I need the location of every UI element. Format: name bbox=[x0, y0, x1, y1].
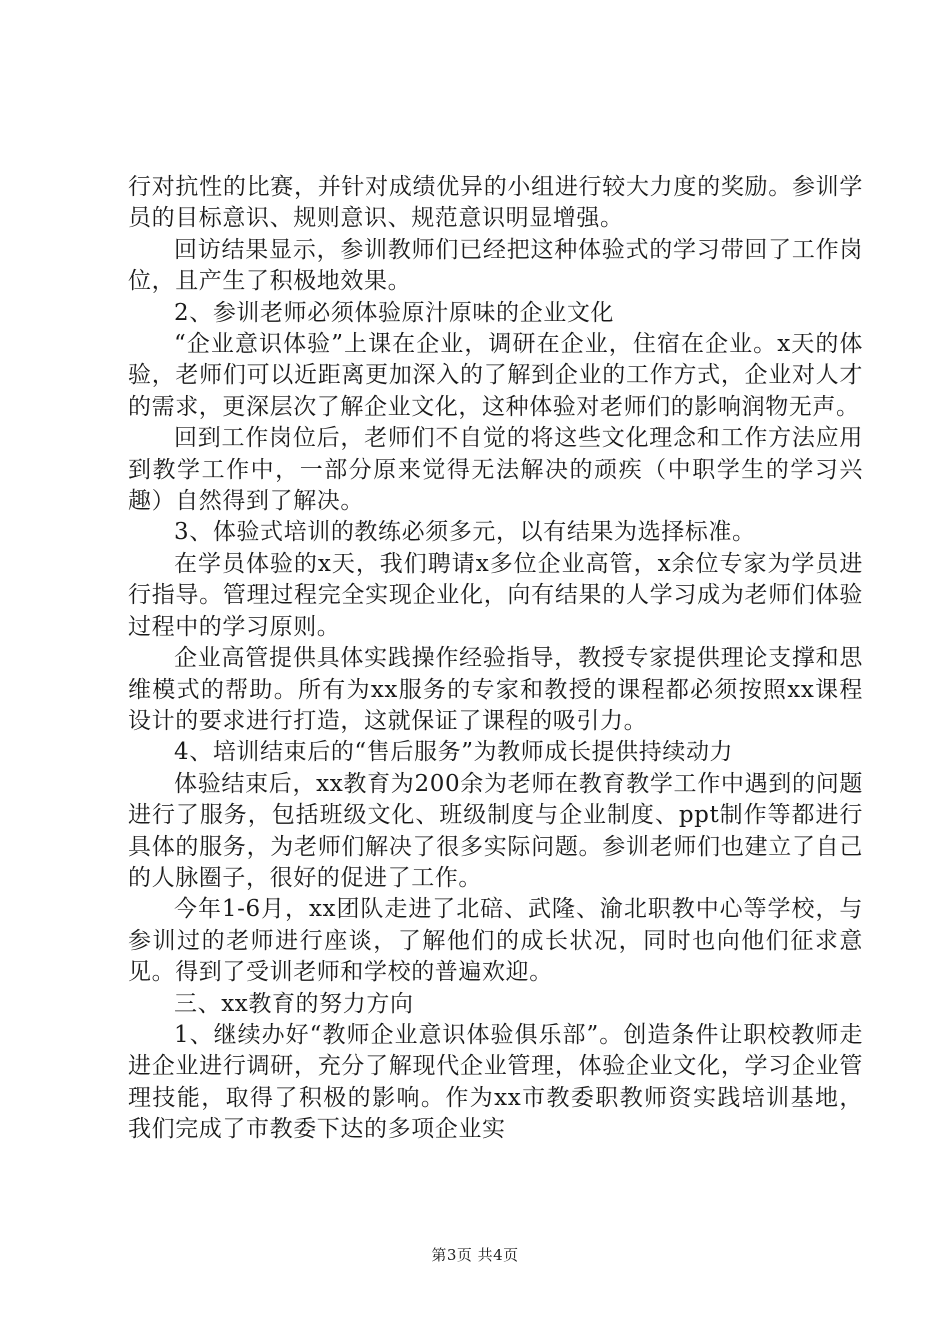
document-body bbox=[128, 172, 863, 1146]
paragraph-continuation: 行对抗性的比赛，并针对成绩优异的小组进行较大力度的奖励。参训学员的目标意识、规则意识、规范意识明显增强。 bbox=[128, 174, 863, 232]
paragraph-after-service: 体验结束后，xx教育为200余为老师在教育教学工作中遇到的问题进行了服务，包括班级文化、班级制度与企业制度、ppt制作等都进行具体的服务，为老师们解决了很多实际问题。参训老师们也建立了自己的人脉圈子，很好的促进了工作。 bbox=[128, 770, 863, 891]
page-footer: 第3页 共4页 bbox=[431, 1246, 519, 1264]
heading-point-2: 2、参训老师必须体验原汁原味的企业文化 bbox=[174, 299, 615, 326]
paragraph-experts: 企业高管提供具体实践操作经验指导，教授专家提供理论支撑和思维模式的帮助。所有为xx服务的专家和教授的课程都必须按照xx课程设计的要求进行打造，这就保证了课程的吸引力。 bbox=[128, 645, 863, 734]
paragraph-club: 1、继续办好“教师企业意识体验俱乐部”。创造条件让职校教师走进企业进行调研，充分了解现代企业管理，体验企业文化，学习企业管理技能，取得了积极的影响。作为xx市教委职教师资实践培训基地，我们完成了市教委下达的多项企业实 bbox=[128, 1021, 863, 1143]
paragraph-return-visit: 回访结果显示，参训教师们已经把这种体验式的学习带回了工作岗位，且产生了积极地效果。 bbox=[128, 236, 863, 295]
paragraph-back-to-work: 回到工作岗位后，老师们不自觉的将这些文化理念和工作方法应用到教学工作中，一部分原来觉得无法解决的顽疾（中职学生的学习兴趣）自然得到了解决。 bbox=[128, 425, 863, 515]
paragraph-school-visits: 今年1-6月，xx团队走进了北碚、武隆、渝北职教中心等学校，与参训过的老师进行座谈，了解他们的成长状况，同时也向他们征求意见。得到了受训老师和学校的普遍欢迎。 bbox=[128, 896, 863, 986]
paragraph-coaches: 在学员体验的x天，我们聘请x多位企业高管，x余位专家为学员进行指导。管理过程完全实现企业化，向有结果的人学习成为老师们体验过程中的学习原则。 bbox=[128, 550, 863, 640]
heading-point-4: 4、培训结束后的“售后服务”为教师成长提供持续动力 bbox=[174, 739, 734, 766]
heading-point-3: 3、体验式培训的教练必须多元，以有结果为选择标准。 bbox=[174, 519, 756, 546]
paragraph-enterprise-experience: “企业意识体验”上课在企业，调研在企业，住宿在企业。x天的体验，老师们可以近距离更加深入的了解到企业的工作方式，企业对人才的需求，更深层次了解企业文化，这种体验对老师们的影响润物无声。 bbox=[128, 331, 863, 420]
heading-section-3: 三、xx教育的努力方向 bbox=[174, 990, 414, 1017]
